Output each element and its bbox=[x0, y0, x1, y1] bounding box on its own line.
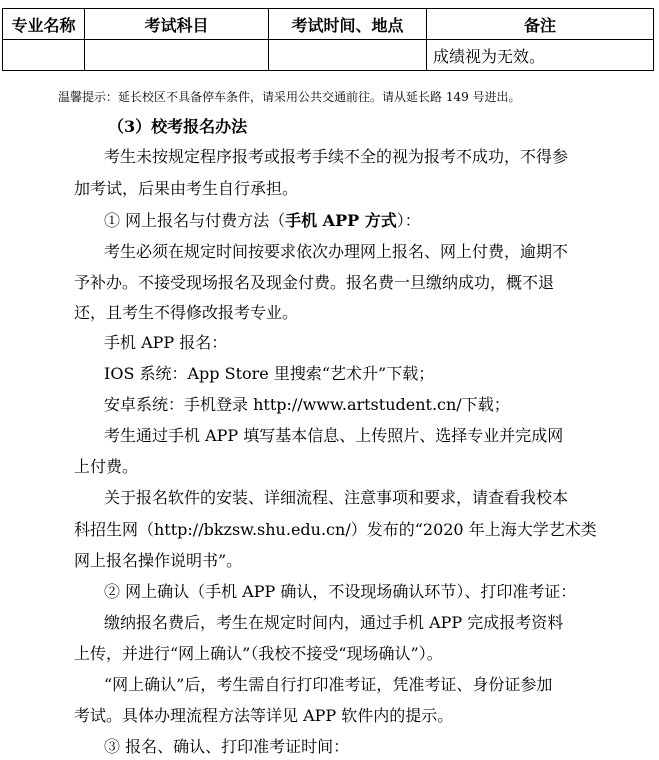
heading-text: ① 网上报名与付费方法（ bbox=[104, 211, 286, 230]
subsection-heading bbox=[104, 211, 421, 231]
subsection-heading: ③ 报名、确认、打印准考证时间： bbox=[104, 737, 350, 756]
paragraph-line: 安卓系统：手机登录 http://www.artstudent.cn/下载； bbox=[104, 395, 510, 414]
header-remarks: 备注 bbox=[427, 9, 654, 40]
paragraph-line: 科招生网（http://bkzsw.shu.edu.cn/）发布的“2020 年上海大学艺术类 bbox=[74, 520, 597, 539]
paragraph-line: IOS 系统：App Store 里搜索“艺术升”下载； bbox=[104, 364, 435, 383]
paragraph-line: 上付费。 bbox=[74, 457, 139, 476]
cell-major bbox=[3, 40, 85, 71]
header-time-place: 考试时间、地点 bbox=[269, 9, 427, 40]
paragraph-line: 考生必须在规定时间按要求依次办理网上报名、网上付费，逾期不 bbox=[104, 242, 569, 261]
paragraph-line: “网上确认”后，考生需自行打印准考证，凭准考证、身份证参加 bbox=[104, 675, 553, 694]
heading-emphasis: 手机 APP 方式 bbox=[285, 211, 397, 230]
paragraph-line: 考生通过手机 APP 填写基本信息、上传照片、选择专业并完成网 bbox=[104, 426, 564, 445]
exam-info-table bbox=[2, 8, 654, 71]
paragraph-line: 网上报名操作说明书”。 bbox=[74, 551, 243, 570]
subsection-heading: ② 网上确认（手机 APP 确认，不设现场确认环节）、打印准考证： bbox=[104, 582, 577, 601]
paragraph-line: 考生未按规定程序报考或报考手续不全的视为报考不成功，不得参 bbox=[104, 147, 569, 166]
section-title: （3）校考报名办法 bbox=[108, 117, 248, 136]
paragraph-line: 关于报名软件的安装、详细流程、注意事项和要求，请查看我校本 bbox=[104, 488, 569, 507]
header-major: 专业名称 bbox=[3, 9, 85, 40]
paragraph-line: 手机 APP 报名： bbox=[104, 333, 228, 352]
heading-suffix: ）： bbox=[396, 211, 421, 230]
paragraph-line: 予补办。不接受现场报名及现金付费。报名费一旦缴纳成功，概不退 bbox=[74, 273, 555, 292]
paragraph-line: 考试。具体办理流程方法等详见 APP 软件内的提示。 bbox=[74, 706, 454, 725]
paragraph-line: 加考试，后果由考生自行承担。 bbox=[74, 179, 299, 198]
cell-subject bbox=[85, 40, 269, 71]
paragraph-line: 缴纳报名费后，考生在规定时间内，通过手机 APP 完成报考资料 bbox=[104, 613, 564, 632]
table-header-row bbox=[3, 9, 654, 40]
paragraph-line: 还，且考生不得修改报考专业。 bbox=[74, 303, 299, 322]
cell-time-place bbox=[269, 40, 427, 71]
cell-remarks: 成绩视为无效。 bbox=[427, 40, 654, 71]
warm-tip: 温馨提示：延长校区不具备停车条件，请采用公共交通前往。请从延长路 149 号进出。 bbox=[58, 90, 521, 104]
table-row bbox=[3, 40, 654, 71]
header-subject: 考试科目 bbox=[85, 9, 269, 40]
paragraph-line: 上传，并进行“网上确认”（我校不接受“现场确认”）。 bbox=[74, 644, 443, 663]
